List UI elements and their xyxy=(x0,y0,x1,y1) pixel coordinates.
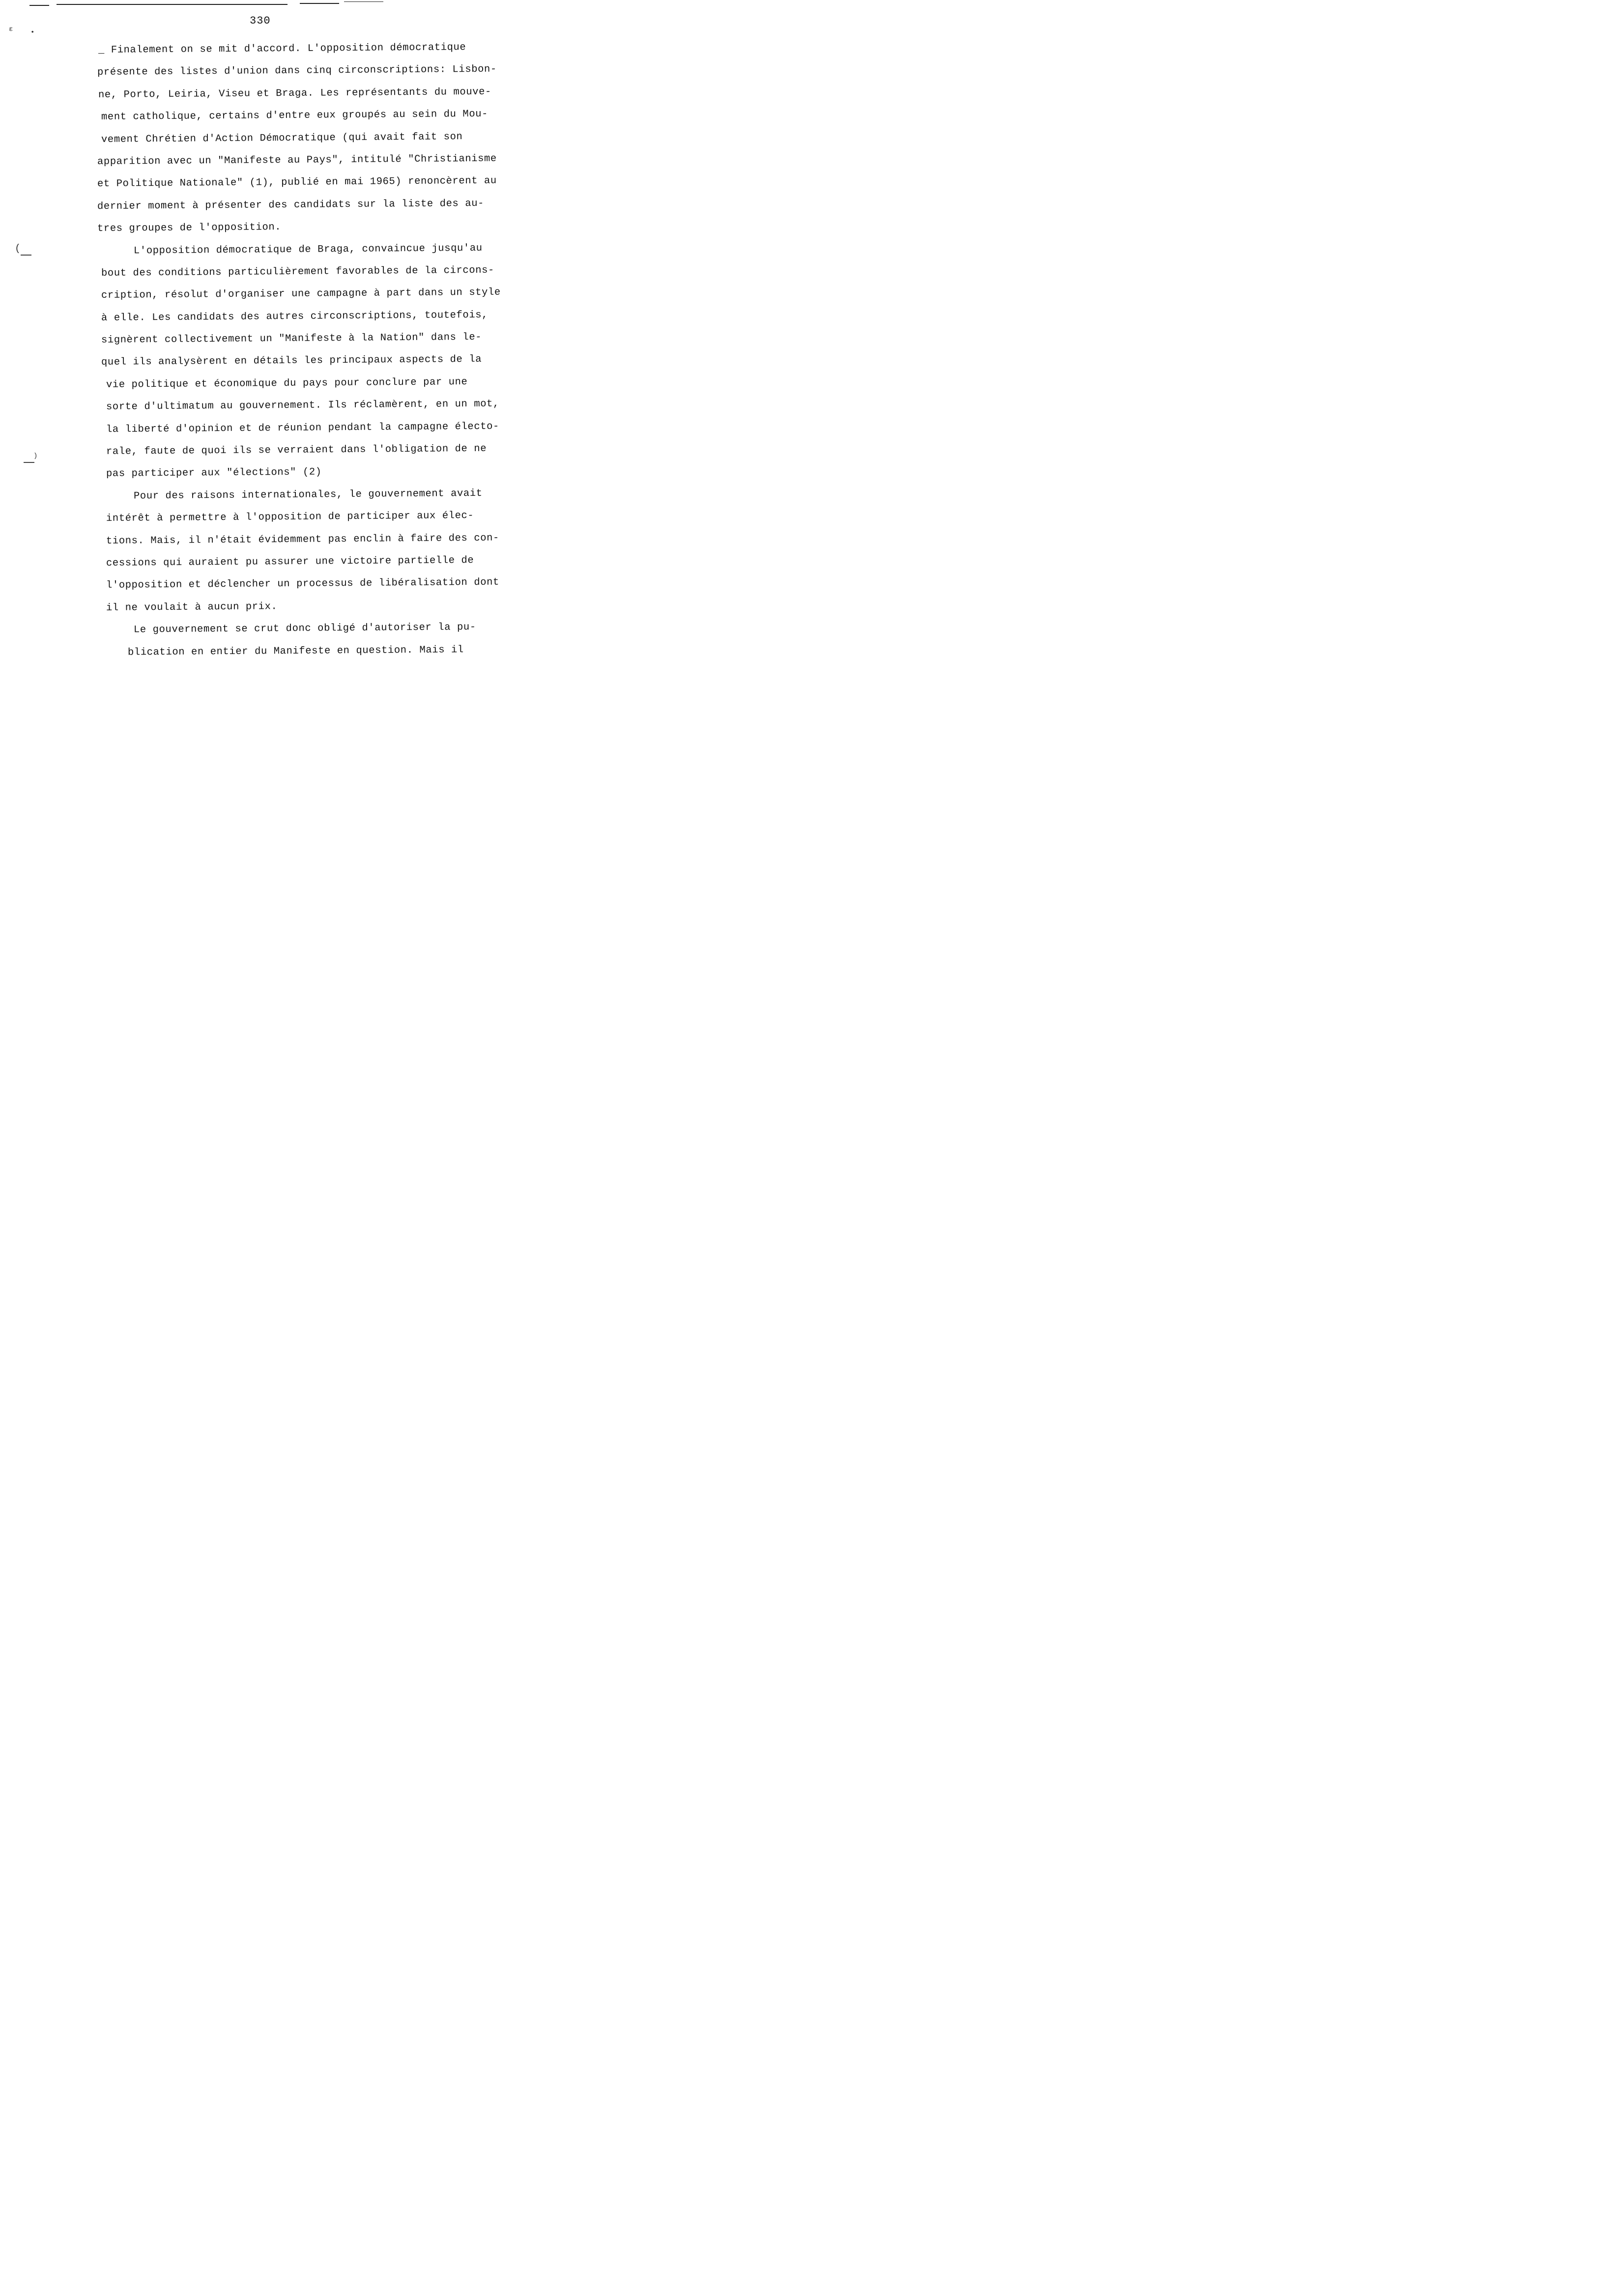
top-rule xyxy=(300,3,339,4)
margin-mark: ( xyxy=(15,243,21,255)
text-line: cription, résolut d'organiser une campagne à part dans un style xyxy=(101,287,501,302)
margin-mark xyxy=(21,255,31,256)
page-number: 330 xyxy=(250,15,271,27)
text-line: la liberté d'opinion et de réunion pendant la campagne électo- xyxy=(106,421,500,435)
top-rule xyxy=(29,5,49,6)
text-line: à elle. Les candidats des autres circonscriptions, toutefois, xyxy=(101,309,489,324)
text-line: intérêt à permettre à l'opposition de participer aux élec- xyxy=(106,510,474,525)
text-line: tions. Mais, il n'était évidemment pas enclin à faire des con- xyxy=(106,532,500,547)
text-line: rale, faute de quoi ils se verraient dans l'obligation de ne xyxy=(106,443,487,458)
text-line: dernier moment à présenter des candidats sur la liste des au- xyxy=(97,198,485,212)
text-line: quel ils analysèrent en détails les principaux aspects de la xyxy=(101,354,482,369)
text-line: ne, Porto, Leiria, Viseu et Braga. Les représentants du mouve- xyxy=(98,86,492,101)
text-line: Pour des raisons internationales, le gouvernement avait xyxy=(133,488,483,502)
text-line: blication en entier du Manifeste en question. Mais il xyxy=(127,644,464,659)
text-line: il ne voulait à aucun prix. xyxy=(106,601,278,614)
text-line: ment catholique, certains d'entre eux groupés au sein du Mou- xyxy=(101,108,489,123)
text-line: sorte d'ultimatum au gouvernement. Ils réclamèrent, en un mot, xyxy=(106,398,500,413)
text-line: pas participer aux "élections" (2) xyxy=(106,466,322,480)
margin-mark: ɛ xyxy=(9,26,13,33)
margin-mark: ) xyxy=(33,452,38,460)
text-line: L'opposition démocratique de Braga, convaincue jusqu'au xyxy=(133,242,483,257)
text-line: tres groupes de l'opposition. xyxy=(97,222,282,235)
top-rule xyxy=(344,1,383,2)
document-page xyxy=(0,0,543,773)
text-line: apparition avec un "Manifeste au Pays", intitulé "Christianisme xyxy=(97,153,497,168)
text-line: présente des listes d'union dans cinq circonscriptions: Lisbon- xyxy=(97,64,497,79)
text-line: Le gouvernement se crut donc obligé d'autoriser la pu- xyxy=(133,622,476,636)
text-line: et Politique Nationale" (1), publié en mai 1965) renoncèrent au xyxy=(97,175,497,190)
typed-text-body xyxy=(97,39,530,664)
text-line: l'opposition et déclencher un processus de libéralisation dont xyxy=(106,576,500,592)
margin-mark xyxy=(24,462,34,463)
text-line: vie politique et économique du pays pour conclure par une xyxy=(106,376,468,391)
text-line: signèrent collectivement un "Manifeste à la Nation" dans le- xyxy=(101,331,482,346)
text-line: _ Finalement on se mit d'accord. L'opposition démocratique xyxy=(98,42,466,56)
text-line: cessions qui auraient pu assurer une victoire partielle de xyxy=(106,554,474,569)
margin-mark: • xyxy=(30,29,35,36)
text-line: vement Chrétien d'Action Démocratique (qui avait fait son xyxy=(101,131,463,145)
top-rule xyxy=(57,4,288,5)
text-line: bout des conditions particulièrement favorables de la circons- xyxy=(101,264,495,279)
